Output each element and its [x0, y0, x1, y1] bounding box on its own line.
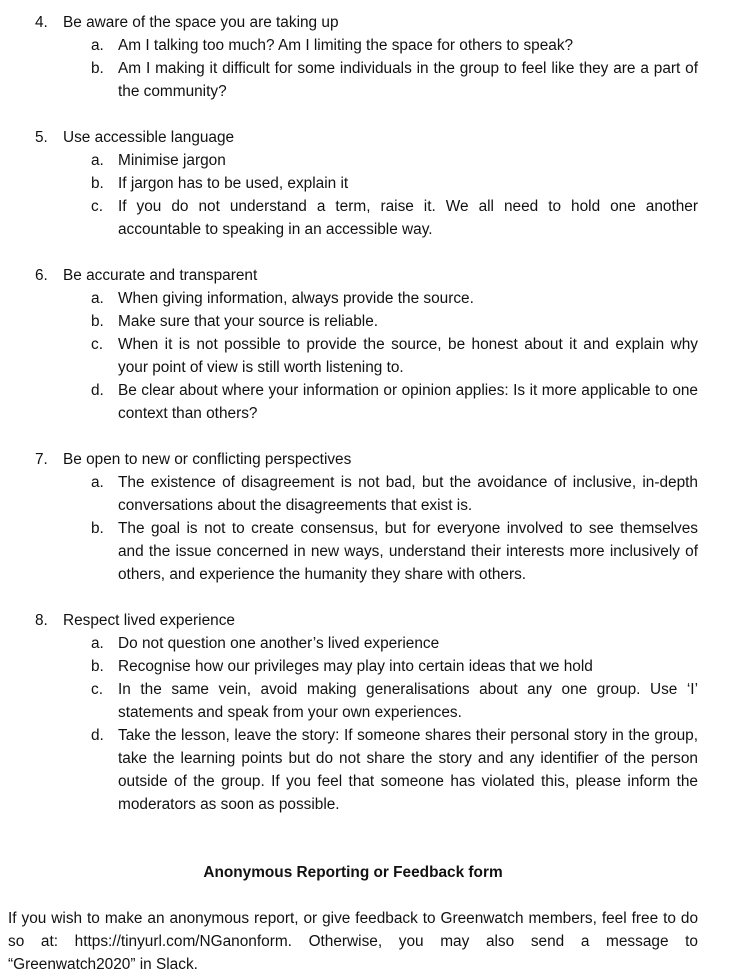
- section-number: 5.: [35, 129, 48, 146]
- section-title: Be aware of the space you are taking up: [63, 14, 339, 31]
- item-letter: b.: [91, 60, 104, 77]
- item-text: Do not question one another’s lived experience: [118, 635, 440, 652]
- section-8: [0, 609, 738, 816]
- item-text: Make sure that your source is reliable.: [118, 313, 379, 330]
- item-letter: a.: [91, 37, 104, 54]
- section-gap: [0, 241, 738, 264]
- list-item: [0, 632, 738, 655]
- item-text: If jargon has to be used, explain it: [118, 175, 349, 192]
- list-item: [0, 517, 738, 586]
- section-heading: [0, 11, 738, 34]
- section-5: [0, 126, 738, 241]
- section-number: 4.: [35, 14, 48, 31]
- section-title: Respect lived experience: [63, 612, 235, 629]
- section-heading: [0, 609, 738, 632]
- section-6: [0, 264, 738, 425]
- item-text: The goal is not to create consensus, but for everyone involved to see themselves and the issue concerned in new ways, understand their interests more inclusively of others, and experience the humanity they share with others.: [118, 520, 698, 583]
- item-letter: d.: [91, 382, 104, 399]
- item-letter: c.: [91, 681, 103, 698]
- section-gap: [0, 103, 738, 126]
- item-letter: b.: [91, 520, 104, 537]
- item-letter: c.: [91, 198, 103, 215]
- section-heading: [0, 264, 738, 287]
- guidelines-list: [0, 11, 738, 816]
- list-item: [0, 149, 738, 172]
- item-letter: a.: [91, 290, 104, 307]
- item-text: In the same vein, avoid making generalisations about any one group. Use ‘I’ statements and speak from your own experiences.: [118, 681, 698, 721]
- item-text: Be clear about where your information or opinion applies: Is it more applicable to one context than others?: [118, 382, 698, 422]
- item-text: The existence of disagreement is not bad, but the avoidance of inclusive, in-depth conversations about the disagreements that exist is.: [118, 474, 698, 514]
- section-title: Be accurate and transparent: [63, 267, 258, 284]
- item-letter: d.: [91, 727, 104, 744]
- section-gap: [0, 586, 738, 609]
- item-text: Minimise jargon: [118, 152, 226, 169]
- item-text: If you do not understand a term, raise it. We all need to hold one another accountable to speaking in an accessible way.: [118, 198, 698, 238]
- item-text: Take the lesson, leave the story: If someone shares their personal story in the group, take the learning points but do not share the story and any identifier of the person outside of the group. If you feel that someone has violated this, please inform the moderators as soon as possible.: [118, 727, 698, 813]
- list-item: [0, 678, 738, 724]
- list-item: [0, 655, 738, 678]
- list-item: [0, 172, 738, 195]
- list-item: [0, 379, 738, 425]
- section-heading: [0, 126, 738, 149]
- feedback-form-heading: Anonymous Reporting or Feedback form: [203, 864, 503, 881]
- section-number: 6.: [35, 267, 48, 284]
- item-letter: a.: [91, 152, 104, 169]
- section-number: 7.: [35, 451, 48, 468]
- list-item: [0, 287, 738, 310]
- item-letter: c.: [91, 336, 103, 353]
- feedback-paragraph: If you wish to make an anonymous report, or give feedback to Greenwatch members, feel free to do so at: https://tinyurl.com/NGanonform. Otherwise, you may also send a message to “Greenwatch2020” in Slack.: [8, 910, 698, 973]
- list-item: [0, 471, 738, 517]
- section-heading: [0, 448, 738, 471]
- section-7: [0, 448, 738, 586]
- item-letter: b.: [91, 313, 104, 330]
- item-text: Am I talking too much? Am I limiting the space for others to speak?: [118, 37, 574, 54]
- item-letter: a.: [91, 474, 104, 491]
- section-4: [0, 11, 738, 103]
- item-letter: b.: [91, 658, 104, 675]
- list-item: [0, 724, 738, 816]
- item-text: Am I making it difficult for some individuals in the group to feel like they are a part of the community?: [118, 60, 698, 100]
- item-text: When giving information, always provide the source.: [118, 290, 474, 307]
- list-item: [0, 34, 738, 57]
- item-text: Recognise how our privileges may play into certain ideas that we hold: [118, 658, 593, 675]
- section-number: 8.: [35, 612, 48, 629]
- section-title: Be open to new or conflicting perspectives: [63, 451, 352, 468]
- list-item: [0, 195, 738, 241]
- item-letter: a.: [91, 635, 104, 652]
- item-text: When it is not possible to provide the source, be honest about it and explain why your point of view is still worth listening to.: [118, 336, 698, 376]
- section-gap: [0, 425, 738, 448]
- section-title: Use accessible language: [63, 129, 235, 146]
- item-letter: b.: [91, 175, 104, 192]
- list-item: [0, 57, 738, 103]
- list-item: [0, 310, 738, 333]
- list-item: [0, 333, 738, 379]
